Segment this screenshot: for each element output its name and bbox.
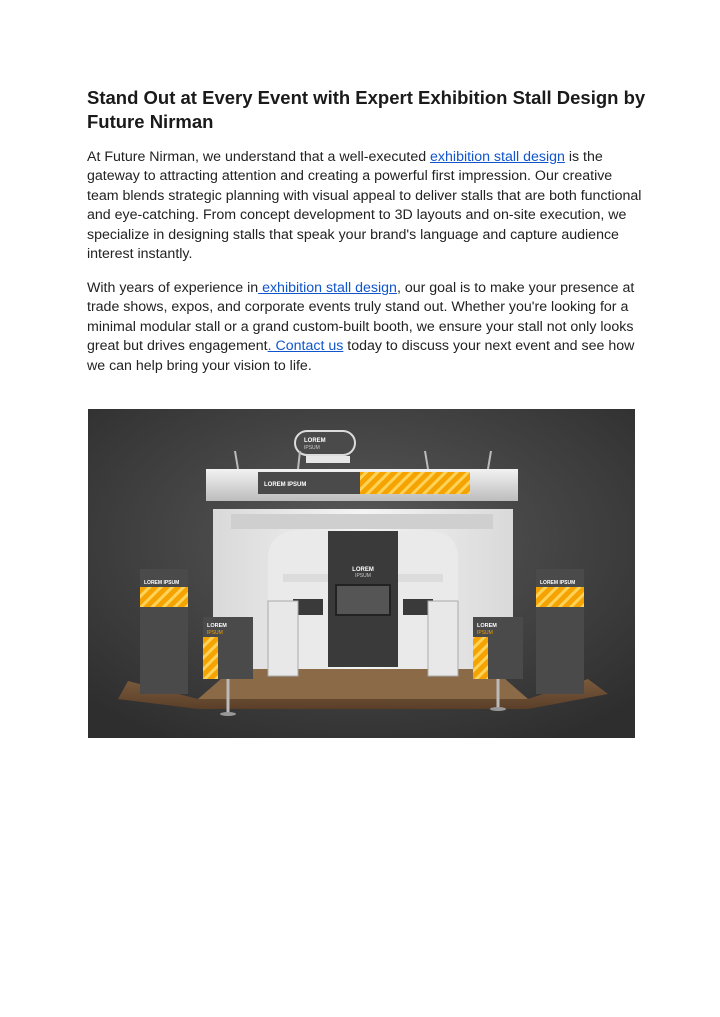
front-panel-right-accent: [473, 637, 488, 679]
paragraph-text: At Future Nirman, we understand that a well-executed: [87, 149, 431, 165]
stall-screen: [336, 585, 390, 615]
rollup-banner-left-label: LOREM IPSUM: [144, 580, 180, 586]
front-panel-right-lorem: LOREM: [477, 623, 497, 629]
front-panel-left-ipsum: IPSUM: [207, 630, 223, 636]
entrance-sign-lorem: LOREM: [352, 567, 374, 573]
paragraph-text: With years of experience in: [87, 280, 259, 296]
page-title: Stand Out at Every Event with Expert Exhibition Stall Design by Future Nirman: [87, 87, 646, 132]
stanchion-base: [490, 707, 506, 711]
left-shelf: [283, 574, 328, 582]
top-sign-ipsum: IPSUM: [304, 445, 320, 451]
canopy-accent: [360, 472, 470, 494]
paragraph-text: is the gateway to attracting attention and creating a powerful first impression. Our creative team blends strategic planning with visual appeal to deliver stalls that are both functional and eye-catching. From concept development to 3D layouts and on-site execution, we specialize in designing stalls that speak your brand's language and capture audience interest instantly.: [87, 149, 642, 263]
front-panel-left-lorem: LOREM: [207, 623, 227, 629]
experience-paragraph: [87, 279, 647, 376]
brochure-rack-left: [268, 601, 298, 676]
brochure-rack-right: [428, 601, 458, 676]
rollup-banner-right-accent: [536, 587, 584, 607]
intro-paragraph: [87, 148, 647, 264]
rollup-banner-left-accent: [140, 587, 188, 607]
stanchion-base: [220, 712, 236, 716]
exhibition-stall-illustration: [88, 409, 635, 738]
front-panel-right-ipsum: IPSUM: [477, 630, 493, 636]
top-sign-lorem: LOREM: [304, 438, 326, 444]
exhibition-stall-design-link[interactable]: exhibition stall design: [430, 149, 565, 165]
front-panel-left-accent: [203, 637, 218, 679]
entrance-sign-ipsum: IPSUM: [355, 573, 371, 579]
exhibition-stall-design-link-2[interactable]: exhibition stall design: [258, 280, 397, 296]
rollup-banner-right-label: LOREM IPSUM: [540, 580, 576, 586]
right-shelf: [398, 574, 443, 582]
paragraph-text: today to discuss your next event and see how we can help bring your vision to life.: [87, 338, 635, 374]
paragraph-text: , our goal is to make your presence at trade shows, expos, and corporate events truly stand out. Whether you're looking for a minimal modular stall or a grand custom-built booth, we ensure your stall not only looks great but drives engagement: [87, 280, 635, 355]
canopy-label: LOREM IPSUM: [264, 482, 307, 488]
contact-us-link[interactable]: . Contact us: [267, 338, 344, 355]
canopy-lower: [231, 514, 493, 529]
top-sign-base: [306, 456, 350, 463]
